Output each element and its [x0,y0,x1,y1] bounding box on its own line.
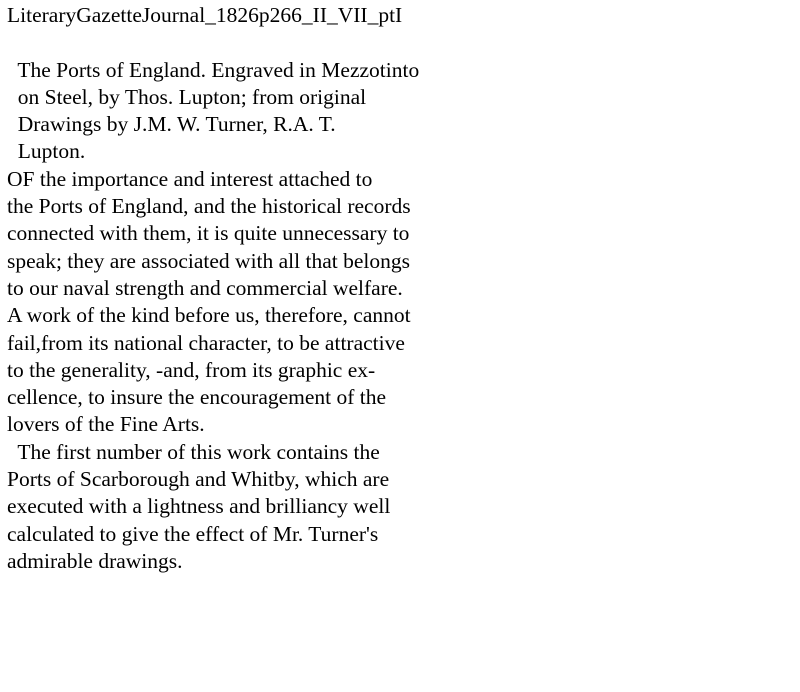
body-line: to our naval strength and commercial welfare. [7,275,403,300]
body-line: The first number of this work contains the [7,439,380,464]
document-page [7,0,787,575]
paragraph-1 [7,166,787,439]
body-line: admirable drawings. [7,548,183,573]
paragraph-2 [7,439,787,575]
body-line: executed with a lightness and brilliancy well [7,494,391,519]
heading-line: Lupton. [7,139,86,164]
blank-line [7,29,787,56]
document-identifier: LiteraryGazetteJournal_1826p266_II_VII_ptI [7,3,403,27]
heading-line: The Ports of England. Engraved in Mezzotinto [7,57,420,82]
body-line: Ports of Scarborough and Whitby, which are [7,467,390,492]
body-line: the Ports of England, and the historical records [7,194,411,219]
body-line: cellence, to insure the encouragement of the [7,385,387,410]
body-line: A work of the kind before us, therefore, cannot [7,303,411,328]
article-heading [7,57,787,166]
body-line: OF the importance and interest attached to [7,166,373,191]
body-line: to the generality, -and, from its graphic ex- [7,357,376,382]
body-line: calculated to give the effect of Mr. Turner's [7,521,379,546]
heading-line: Drawings by J.M. W. Turner, R.A. T. [7,112,336,137]
body-line: lovers of the Fine Arts. [7,412,205,437]
body-line: fail,from its national character, to be attractive [7,330,405,355]
heading-line: on Steel, by Thos. Lupton; from original [7,84,367,109]
body-line: connected with them, it is quite unnecessary to [7,221,410,246]
body-line: speak; they are associated with all that belongs [7,248,410,273]
